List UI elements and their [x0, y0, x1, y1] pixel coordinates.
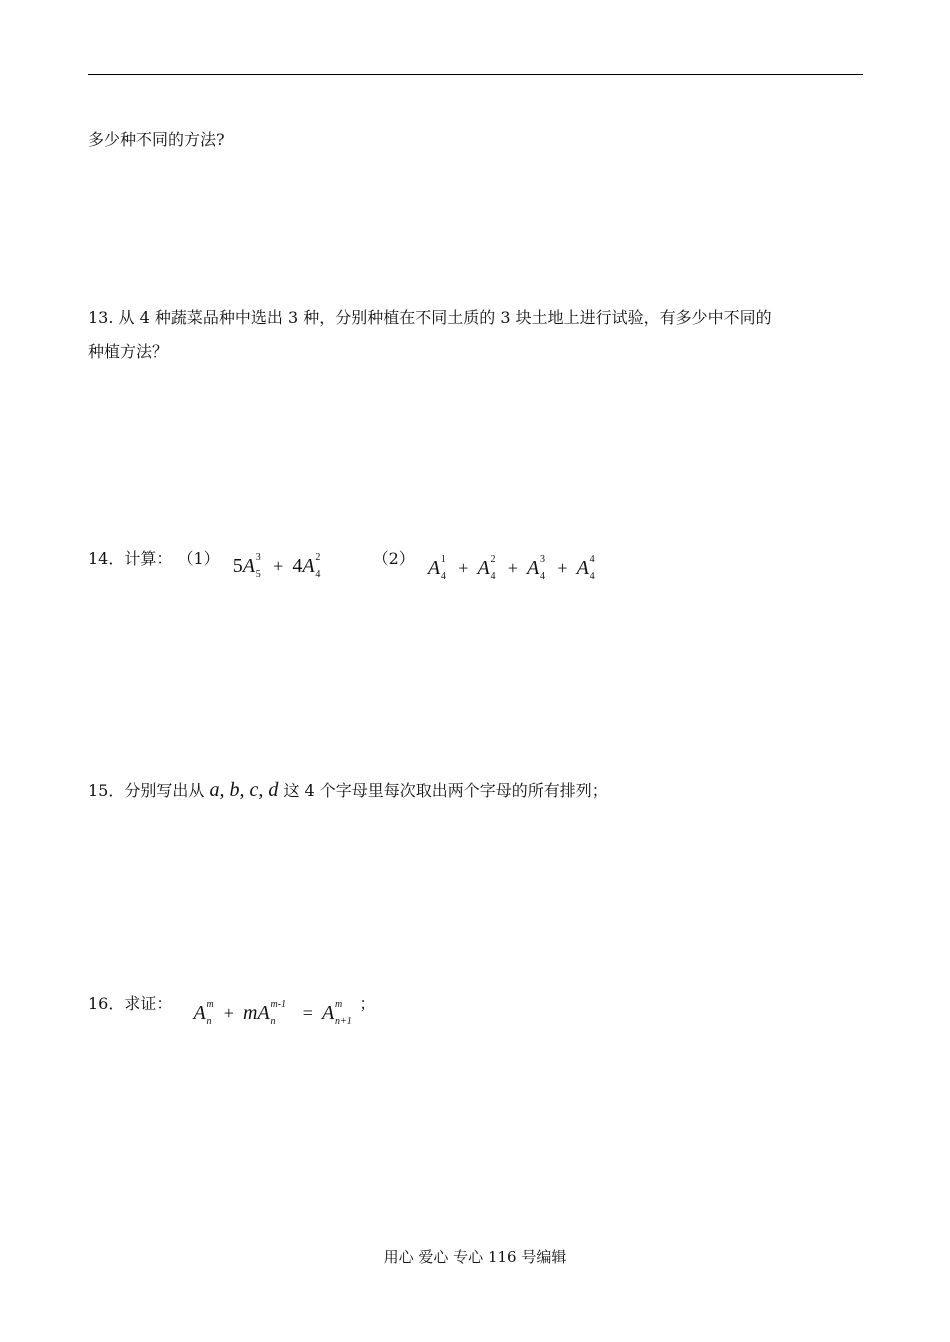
perm-symbol: A 3 4 — [527, 554, 546, 582]
page-footer: 用心 爱心 专心 116 号编辑 — [383, 1248, 567, 1266]
question-14-part-1-label: （1） — [177, 549, 220, 568]
plus-sign: + — [223, 1003, 234, 1023]
perm-symbol: A 3 5 — [242, 552, 261, 580]
question-15-letters: a, b, c, d — [209, 779, 279, 801]
perm-symbol: A m n — [193, 999, 214, 1027]
plus-sign: + — [273, 556, 284, 576]
perm-symbol: A m n+1 — [322, 999, 352, 1027]
question-15 — [88, 778, 608, 802]
coef-m: m — [243, 1002, 258, 1024]
question-14-expr-2 — [427, 554, 598, 582]
question-16-expr — [193, 999, 354, 1027]
question-16 — [88, 991, 376, 1027]
perm-symbol: A m-1 n — [257, 999, 287, 1027]
perm-symbol: A 1 4 — [427, 554, 446, 582]
question-14-part-2-label: （2） — [372, 549, 415, 568]
plus-sign: + — [557, 558, 568, 578]
plus-sign: + — [507, 558, 518, 578]
perm-symbol: A 4 4 — [576, 554, 595, 582]
perm-symbol: A 2 4 — [477, 554, 496, 582]
question-14 — [88, 546, 598, 582]
continuation-text: 多少种不同的方法? — [88, 130, 225, 149]
equals-sign: = — [302, 1003, 313, 1023]
coef: 4 — [292, 555, 303, 577]
question-16-end: ； — [359, 994, 376, 1013]
question-14-expr-1 — [232, 552, 324, 580]
perm-symbol: A 2 4 — [302, 552, 321, 580]
header-rule — [88, 74, 863, 75]
question-15-prefix: 15．分别写出从 — [88, 781, 205, 800]
question-13-line-2: 种植方法？ — [88, 342, 169, 361]
question-13-line-1: 13. 从 4 种蔬菜品种中选出 3 种，分别种植在不同土质的 3 块土地上进行试验，有多少中不同的 — [88, 308, 772, 327]
plus-sign: + — [458, 558, 469, 578]
question-15-suffix: 这 4 个字母里每次取出两个字母的所有排列； — [283, 781, 608, 800]
question-16-prefix: 16．求证： — [88, 994, 173, 1013]
coef: 5 — [232, 555, 243, 577]
question-14-prefix: 14．计算： — [88, 549, 173, 568]
